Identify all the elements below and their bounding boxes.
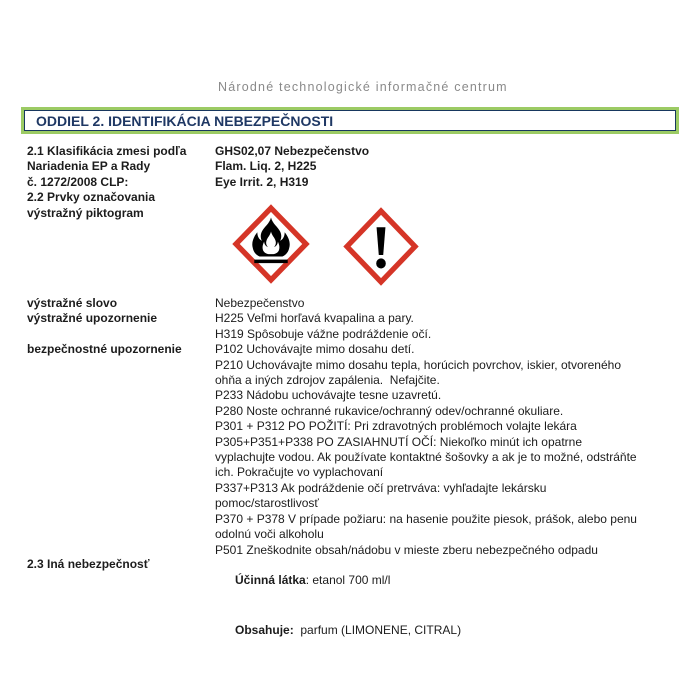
classification-value-line: GHS02,07 Nebezpečenstvo <box>215 144 370 158</box>
precautionary-statement-line: ohňa a iných zdrojov zapálenia. Nefajčite. <box>215 373 440 388</box>
precautionary-statements-label: bezpečnostné upozornenie <box>27 342 182 356</box>
classification-label-line: výstražný piktogram <box>27 205 144 220</box>
precautionary-statement-line: P210 Uchovávajte mimo dosahu tepla, horúcich povrchov, iskier, otvoreného <box>215 357 622 372</box>
precautionary-statement-line: P370 + P378 V prípade požiaru: na hasenie použite piesok, prášok, alebo penu <box>215 511 637 526</box>
exclamation-mark-icon <box>344 208 418 285</box>
precautionary-statement-line: P337+P313 Ak podráždenie očí pretrváva: vyhľadajte lekársku <box>215 480 547 495</box>
classification-value-line: Flam. Liq. 2, H225 <box>215 159 317 174</box>
statements-column <box>215 296 637 653</box>
precautionary-statements <box>215 342 637 558</box>
clipped-page-text-content: Národné technologické informačné centrum <box>218 80 508 94</box>
classification-values <box>215 144 369 190</box>
flame-icon <box>233 205 309 283</box>
precautionary-statement-line: P501 Zneškodnite obsah/nádobu v mieste zberu nebezpečného odpadu <box>215 542 598 557</box>
section-2-title: ODDIEL 2. IDENTIFIKÁCIA NEBEZPEČNOSTI <box>36 112 334 129</box>
classification-label-line: Nariadenia EP a Rady <box>27 159 151 174</box>
precautionary-statement-line: ich. Pokračujte vo vyplachovaní <box>215 465 384 480</box>
precautionary-statement-line: P305+P351+P338 PO ZASIAHNUTÍ OČÍ: Niekoľko minút ich opatrne <box>215 434 583 449</box>
active-substance-value: : etanol 700 ml/l <box>305 573 391 588</box>
classification-label-line: 2.2 Prvky označovania <box>27 190 156 205</box>
signal-word-value: Nebezpečenstvo <box>215 296 305 310</box>
precautionary-statement-line: odolnú voči alkoholu <box>215 527 324 542</box>
precautionary-statement-line: P301 + P312 PO POŽITÍ: Pri zdravotných problémoch volajte lekára <box>215 419 577 434</box>
precautionary-statement-line: vyplachujte vodou. Ak používate kontaktné šošovky a ak je to možné, odstráňte <box>215 450 637 465</box>
precautionary-statement-line: P280 Noste ochranné rukavice/ochranný odev/ochranné okuliare. <box>215 403 564 418</box>
signal-word-label: výstražné slovo <box>27 296 118 310</box>
classification-label-line: č. 1272/2008 CLP: <box>27 174 129 189</box>
hazard-statements-label: výstražné upozornenie <box>27 311 158 325</box>
hazard-statements <box>215 311 637 342</box>
classification-labels <box>27 144 186 221</box>
contains-line <box>215 607 637 653</box>
ghs-exclamation-pictogram <box>344 208 418 285</box>
section-2-header-inner <box>24 110 676 131</box>
precautionary-statement-line: P102 Uchovávajte mimo dosahu detí. <box>215 342 415 357</box>
other-hazard-label: 2.3 Iná nebezpečnosť <box>27 557 150 571</box>
active-substance-line <box>215 558 637 604</box>
precautionary-statement-line: P233 Nádobu uchovávajte tesne uzavretú. <box>215 388 442 403</box>
active-substance-label: Účinná látka <box>235 573 306 588</box>
hazard-statement-line: H319 Spôsobuje vážne podráždenie očí. <box>215 326 432 341</box>
contains-value: parfum (LIMONENE, CITRAL) <box>293 622 462 637</box>
hazard-statement-line: H225 Veľmi horľavá kvapalina a pary. <box>215 311 414 326</box>
precautionary-statement-line: pomoc/starostlivosť <box>215 496 319 511</box>
contains-label: Obsahuje: <box>235 622 294 637</box>
classification-value-line: Eye Irrit. 2, H319 <box>215 174 309 189</box>
ghs-flame-pictogram <box>233 205 309 283</box>
section-2-header <box>21 107 679 134</box>
classification-label-line: 2.1 Klasifikácia zmesi podľa <box>27 144 187 158</box>
clipped-page-text <box>218 80 578 100</box>
